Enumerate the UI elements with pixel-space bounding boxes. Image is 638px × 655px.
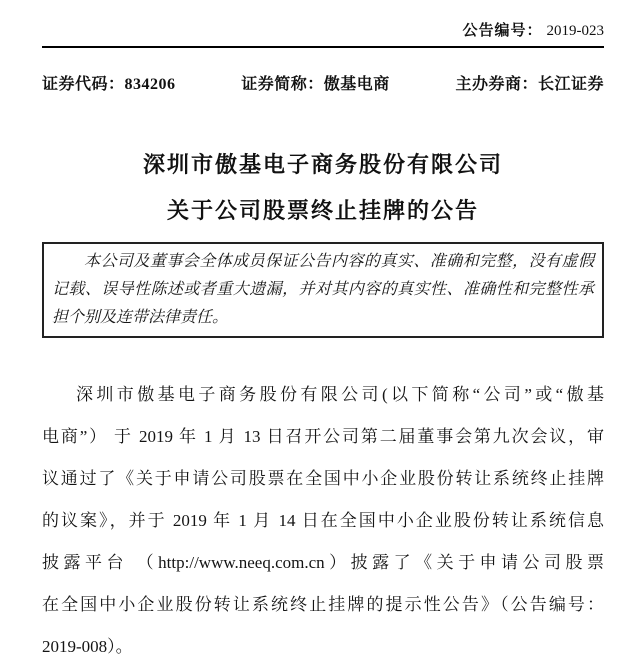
body-line: 披露平台 （http://www.neeq.com.cn）披露了《关于申请公司股票 [42,553,604,572]
securities-code-value: 834206 [124,76,176,93]
document-title-line1: 深圳市傲基电子商务股份有限公司 [142,152,503,177]
sponsor-broker-value: 长江证券 [537,76,604,93]
header-divider [42,46,604,48]
securities-info-row [42,74,604,96]
sponsor-broker [455,74,604,96]
securities-code [42,74,176,96]
body-line: 议通过了《关于申请公司股票在全国中小企业股份转让系统终止挂牌 [42,469,604,488]
securities-code-label: 证券代码： [42,76,125,93]
announcement-number [42,20,604,42]
body-line: 在全国中小企业股份转让系统终止挂牌的提示性公告》（公告编号： [42,595,604,614]
disclaimer-box [42,242,604,338]
announcement-number-value: 2019-023 [546,23,604,39]
announcement-number-label: 公告编号： [462,22,543,39]
securities-shortname-value: 傲基电商 [323,76,390,93]
sponsor-broker-label: 主办券商： [455,76,538,93]
body-line: 深圳市傲基电子商务股份有限公司(以下简称“公司”或“傲基 [76,385,604,404]
body-line: 的议案》，并于 2019 年 1 月 14 日在全国中小企业股份转让系统信息 [42,511,604,530]
disclaimer-line: 记载、误导性陈述或者重大遗漏，并对其内容的真实性、准确性和完整性承 [52,281,594,298]
body-line: 2019-008）。 [42,637,133,655]
body-paragraph [42,374,604,655]
securities-shortname-label: 证券简称： [241,76,324,93]
document-title-line2: 关于公司股票终止挂牌的公告 [166,198,479,223]
body-line: 电商”） 于 2019 年 1 月 13 日召开公司第二届董事会第九次会议，审 [42,427,604,446]
disclaimer-line: 担个别及连带法律责任。 [52,309,229,326]
disclaimer-line: 本公司及董事会全体成员保证公告内容的真实、准确和完整，没有虚假 [84,253,594,270]
securities-shortname [241,74,390,96]
